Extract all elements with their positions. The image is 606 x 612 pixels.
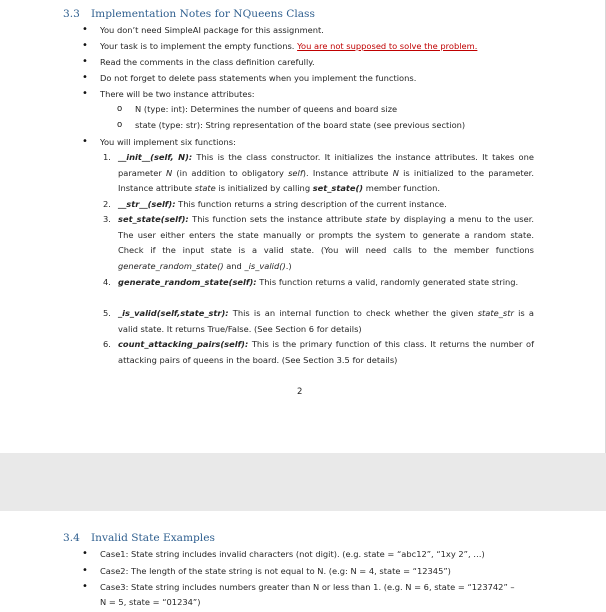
- list-item-init: __init__(self, N): This is the class constructor. It initializes the instance attributes. It takes one parameter N (in addition to obligatory self). Instance attribute N is initialized to the parameter. Instance attribute state is initialized by calling set_state() member function.: [118, 152, 534, 193]
- list-item-is-valid: _is_valid(self,state_str): This is an internal function to check whether the given state_str is a valid state. It returns True/False. (See Section 6 for details): [118, 308, 534, 334]
- bullet-text: Your task is to implement the empty functions. You are not supposed to solve the problem.: [100, 41, 478, 51]
- bullet-text: There will be two instance attributes:: [100, 89, 255, 99]
- bullet-text: You don’t need SimpleAI package for this assignment.: [100, 25, 324, 35]
- list-number: 6.: [103, 339, 111, 349]
- case-text-continued: N = 5, state = “01234”): [100, 597, 201, 607]
- list-item-count-attacking-pairs: count_attacking_pairs(self): This is the primary function of this class. It returns the number of attacking pairs of queens in the board. (See Section 3.5 for details): [118, 339, 534, 365]
- bullet-icon: •: [82, 88, 88, 99]
- bullet-icon: •: [82, 581, 88, 592]
- function-signature: __init__(self, N):: [118, 152, 193, 162]
- sub-bullet-text: state (type: str): String representation of the board state (see previous section): [135, 120, 466, 130]
- list-number: 5.: [103, 308, 111, 318]
- hollow-bullet-icon: o: [117, 120, 123, 130]
- section-title: Invalid State Examples: [91, 532, 215, 544]
- section-heading-3-3: [63, 8, 315, 20]
- sub-bullet-text: N (type: int): Determines the number of queens and board size: [135, 104, 398, 114]
- list-number: 1.: [103, 152, 111, 162]
- bullet-icon: •: [82, 24, 88, 35]
- bullet-icon: •: [82, 136, 88, 147]
- bullet-text: Do not forget to delete pass statements when you implement the functions.: [100, 73, 417, 83]
- list-item-generate-random-state: generate_random_state(self): This function returns a valid, randomly generated state string.: [118, 277, 519, 287]
- bullet-icon: •: [82, 548, 88, 559]
- case-text: Case2: The length of the state string is not equal to N. (e.g: N = 4, state = “12345”): [100, 566, 451, 576]
- bullet-text: You will implement six functions:: [100, 137, 236, 147]
- function-signature: __str__(self):: [118, 199, 176, 209]
- warning-text: You are not supposed to solve the problem.: [297, 41, 478, 51]
- function-signature: _is_valid(self,state_str):: [118, 308, 229, 318]
- section-heading-3-4: [63, 532, 215, 544]
- document-page-2: [0, 511, 606, 612]
- section-title: Implementation Notes for NQueens Class: [91, 8, 315, 20]
- bullet-icon: •: [82, 56, 88, 67]
- section-number: 3.3: [63, 8, 80, 20]
- function-signature: set_state(self):: [118, 214, 189, 224]
- list-item-str: __str__(self): This function returns a string description of the current instance.: [118, 199, 447, 209]
- list-number: 2.: [103, 199, 111, 209]
- bullet-icon: •: [82, 72, 88, 83]
- list-number: 3.: [103, 214, 111, 224]
- bullet-icon: •: [82, 40, 88, 51]
- list-item-set-state: set_state(self): This function sets the instance attribute state by displaying a menu to the user. The user either enters the state manually or prompts the system to generate a random state. Check if the input state is a valid state. (You will need calls to the member functions generate_random_state() and _is_valid().): [118, 214, 535, 271]
- case-text: Case1: State string includes invalid characters (not digit). (e.g. state = “abc12”, “1xy 2”, …): [100, 549, 485, 559]
- function-signature: count_attacking_pairs(self):: [118, 339, 249, 349]
- section-number: 3.4: [63, 532, 80, 544]
- bullet-text: Read the comments in the class definition carefully.: [100, 57, 315, 67]
- hollow-bullet-icon: o: [117, 104, 123, 114]
- case-text: Case3: State string includes numbers greater than N or less than 1. (e.g. N = 6, state = “123742” –: [100, 582, 515, 592]
- list-number: 4.: [103, 277, 111, 287]
- page-number: 2: [297, 387, 303, 397]
- bullet-icon: •: [82, 565, 88, 576]
- function-signature: generate_random_state(self):: [118, 277, 257, 287]
